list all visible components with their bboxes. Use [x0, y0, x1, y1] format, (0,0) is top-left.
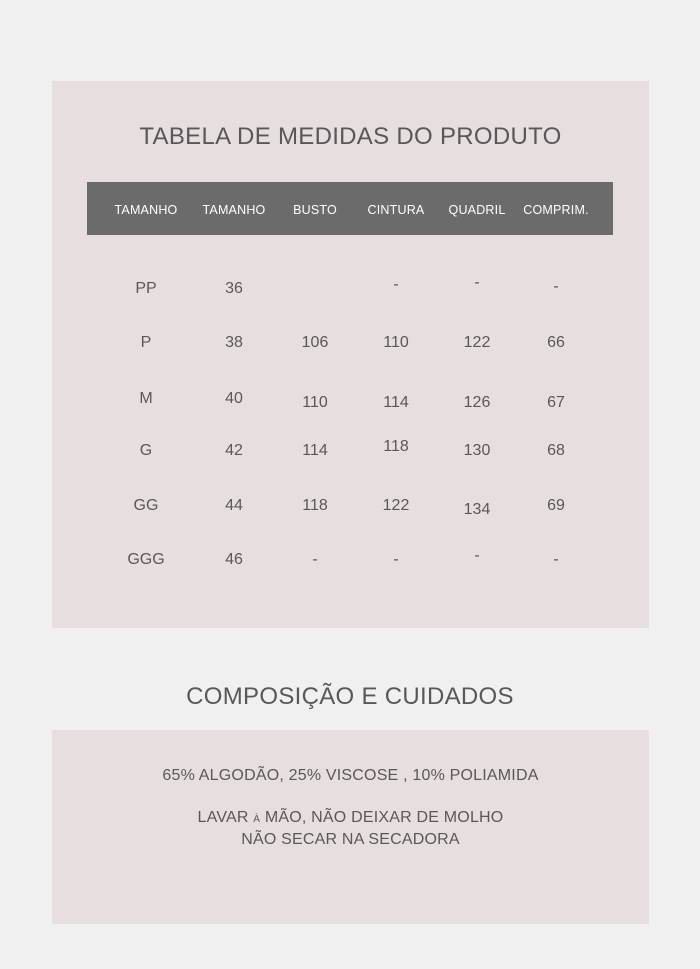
dry-instruction: NÃO SECAR NA SECADORA [241, 831, 460, 848]
table-cell: 69 [547, 497, 565, 514]
table-cell: 46 [225, 551, 243, 568]
table-cell: 122 [382, 497, 410, 514]
wash-small-word: À [253, 814, 261, 825]
column-header: CINTURA [367, 203, 425, 217]
table-cell: - [393, 276, 399, 293]
table-cell: 118 [302, 497, 328, 514]
table-cell: - [553, 551, 559, 568]
table-cell: 130 [463, 442, 491, 459]
table-cell: 134 [463, 501, 491, 518]
table-cell: 110 [383, 334, 409, 351]
column-header: COMPRIM. [523, 203, 589, 217]
table-cell: 44 [225, 497, 243, 514]
column-header: QUADRIL [448, 203, 506, 217]
wash-prefix: LAVAR [197, 809, 249, 826]
wash-suffix: MÃO, NÃO DEIXAR DE MOLHO [264, 809, 504, 826]
wash-instruction [52, 809, 649, 827]
column-header: BUSTO [293, 203, 337, 217]
table-cell: 68 [547, 442, 565, 459]
table-cell: GGG [127, 551, 165, 568]
table-cell: - [393, 551, 399, 568]
column-header: TAMANHO [114, 203, 178, 217]
table-cell: - [474, 547, 480, 564]
table-cell: G [139, 442, 153, 459]
care-title: COMPOSIÇÃO E CUIDADOS [186, 683, 514, 710]
table-cell: 106 [301, 334, 329, 351]
table-cell: 110 [302, 394, 328, 411]
table-cell: P [140, 334, 152, 351]
table-cell: GG [133, 497, 159, 514]
table-cell: - [312, 551, 318, 568]
size-table-panel [52, 81, 649, 628]
table-cell: 40 [225, 390, 243, 407]
size-table-title: TABELA DE MEDIDAS DO PRODUTO [139, 123, 562, 150]
composition-text: 65% ALGODÃO, 25% VISCOSE , 10% POLIAMIDA [162, 767, 539, 784]
table-cell: 38 [225, 334, 243, 351]
table-cell: 114 [383, 394, 409, 411]
table-cell: 126 [463, 394, 491, 411]
table-cell: 42 [225, 442, 243, 459]
table-cell: 118 [383, 438, 409, 455]
table-cell: - [553, 278, 559, 295]
column-header: TAMANHO [202, 203, 266, 217]
table-cell: M [139, 390, 153, 407]
table-cell: - [474, 274, 480, 291]
table-cell: 122 [463, 334, 491, 351]
table-cell: 36 [225, 280, 243, 297]
care-panel [52, 730, 649, 924]
table-cell: 114 [302, 442, 328, 459]
table-cell: PP [135, 280, 157, 297]
table-cell: 67 [547, 394, 565, 411]
table-cell: 66 [547, 334, 565, 351]
